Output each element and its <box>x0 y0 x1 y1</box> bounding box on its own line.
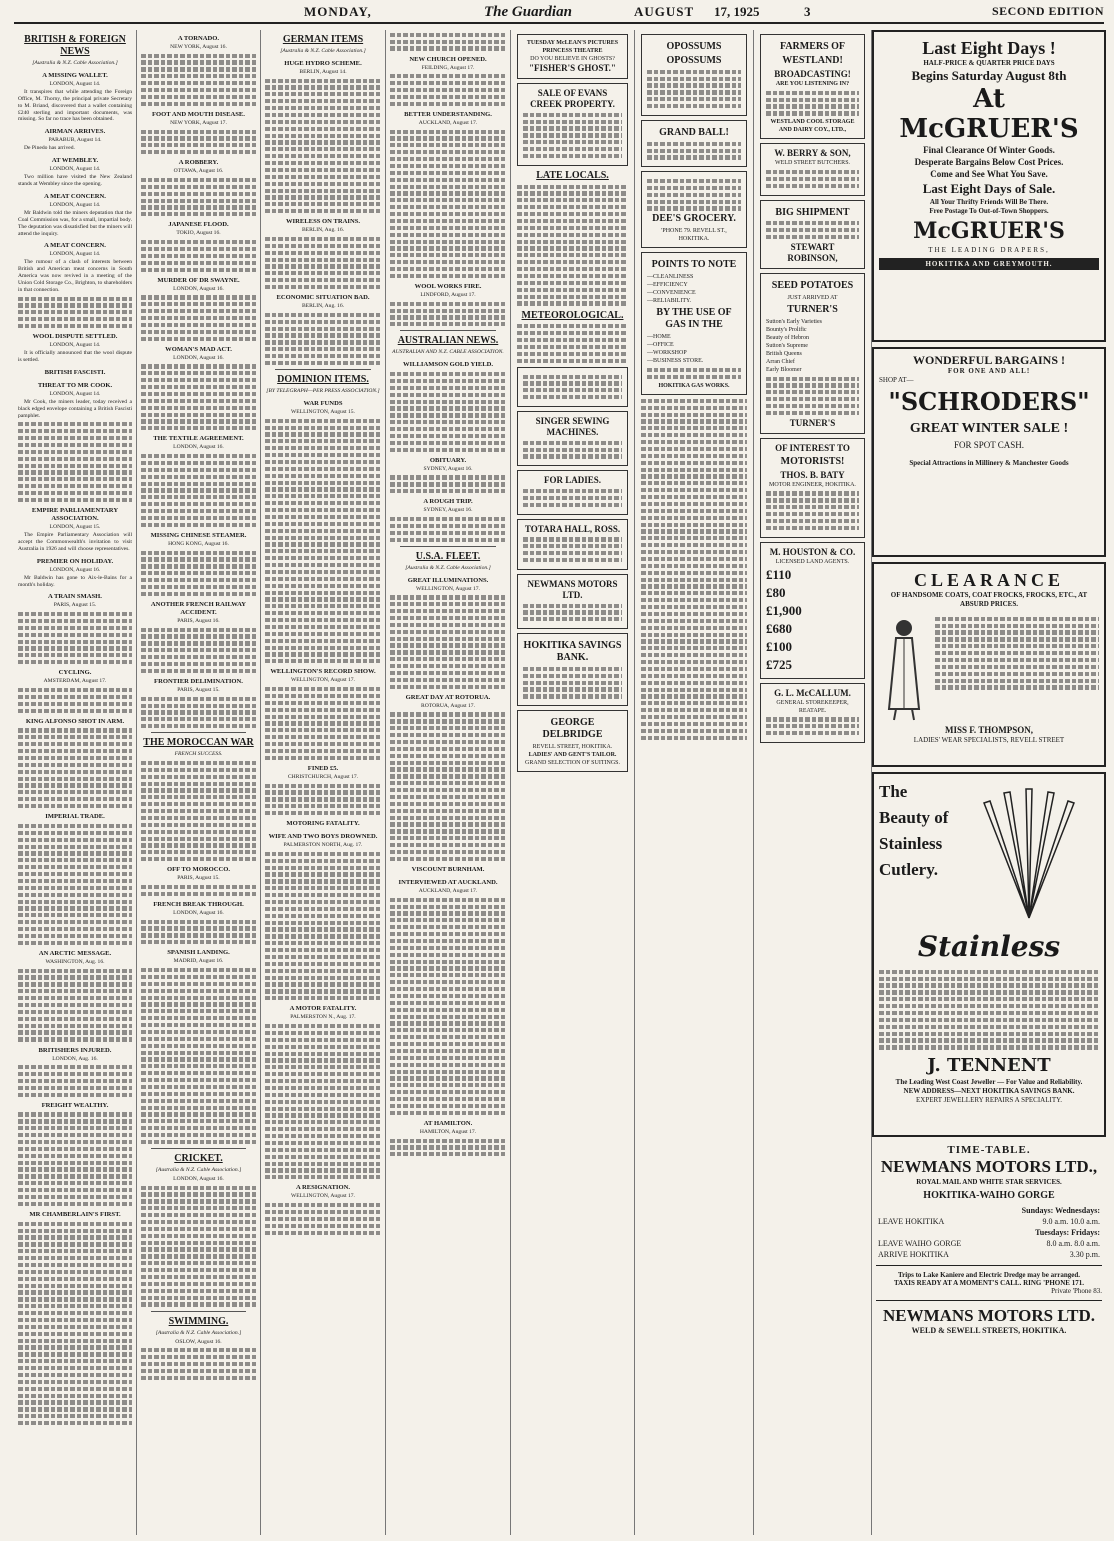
dateline: CHRISTCHURCH, August 17. <box>287 773 359 780</box>
dateline: LINDFORD, August 17. <box>420 292 476 299</box>
cable-credit: [Australia & N.Z. Cable Association.] <box>155 1329 242 1336</box>
headline-robbery: A ROBBERY. <box>178 159 219 167</box>
headline-drowned: WIFE AND TWO BOYS DROWNED. <box>268 833 378 841</box>
dateline: NEW YORK, August 17. <box>170 119 227 126</box>
tt-cell: 9.0 a.m. 10.0 a.m. <box>1042 1217 1100 1226</box>
column-2 <box>137 30 261 1535</box>
cable-credit: [Australia & N.Z. Cable Association.] <box>280 48 366 54</box>
dateline: PARABUB, August 14. <box>48 137 102 144</box>
headline-hamilton: AT HAMILTON. <box>423 1119 473 1127</box>
headline-wembley: AT WEMBLEY. <box>51 157 99 165</box>
ad-clearance-body <box>879 614 1099 724</box>
price-item: £725 <box>766 656 792 672</box>
dateline: LONDON, August 14. <box>49 201 101 208</box>
dateline: LONDON, August 14. <box>49 166 101 173</box>
ad-title: SINGER SEWING MACHINES. <box>535 416 610 437</box>
dateline: PARIS, August 16. <box>177 618 220 624</box>
dateline: WASHINGTON, Aug. 16. <box>45 958 105 965</box>
ad-company-2: TURNER'S <box>789 417 836 428</box>
dateline: WELLINGTON, August 17. <box>416 585 480 592</box>
variety-item: Arran Chief <box>766 358 795 365</box>
ad-special: Special Attractions in Millinery & Manchester Goods <box>909 459 1069 467</box>
headline-wallet: A MISSING WALLET. <box>42 71 108 79</box>
ad-store-name-2: McGRUER'S <box>913 218 1065 244</box>
headline-economic: ECONOMIC SITUATION BAD. <box>276 294 370 302</box>
ad-towns: HOKITIKA AND GREYMOUTH. <box>879 258 1099 270</box>
headline-fined: FINED £5. <box>307 764 339 772</box>
ad-stainless-cutlery <box>872 772 1106 1137</box>
ad-title: GEORGE DELBRIDGE <box>542 717 603 741</box>
headline-airman: AIRMAN ARRIVES. <box>44 128 106 136</box>
ad-title: SALE OF EVANS CREEK PROPERTY. <box>530 88 615 109</box>
ad-tagline: LADIES' AND GENT'S TAILOR. <box>528 752 617 759</box>
column-4 <box>386 30 511 1535</box>
ad-schroders <box>872 347 1106 557</box>
timetable <box>872 1142 1106 1337</box>
dateline: AUCKLAND, August 17. <box>418 888 478 895</box>
ad-headline: Last Eight Days ! <box>922 38 1056 58</box>
ad-totara-hall <box>517 519 628 570</box>
variety-item: Beauty of Hebron <box>766 334 809 341</box>
section-heading-meteorological: METEOROLOGICAL. <box>521 309 624 321</box>
dateline: FEILDING, August 17. <box>421 64 475 71</box>
column-6-ads <box>754 30 872 1535</box>
tt-cell: LEAVE HOKITIKA <box>878 1217 945 1226</box>
ad-address: NEW ADDRESS—NEXT HOKITIKA SAVINGS BANK. <box>903 1086 1075 1095</box>
headline-wireless: WIRELESS ON TRAINS. <box>285 218 361 226</box>
ad-singer <box>517 411 628 466</box>
article-text: Mr Cook, the miners leader, today received a black edged envelope containing a British Fascisti pamphlet. <box>18 398 132 419</box>
ad-motorists <box>760 438 865 538</box>
cable-credit: [Australia & N.Z. Cable Association.] <box>405 564 491 571</box>
knives-fan-illustration <box>964 783 1094 923</box>
section-heading-australian: AUSTRALIAN NEWS. <box>397 335 499 347</box>
ad-wonderful: WONDERFUL BARGAINS ! <box>912 353 1065 367</box>
headline-japanese-flood: JAPANESE FLOOD. <box>168 221 229 229</box>
dateline: AUCKLAND, August 17. <box>418 119 478 126</box>
article-text: The rumour of a clash of interests between British and American meat concerns in South America was now revived in a meeting of the Union Cold Storage Co., Brighton, to shareholders in that connection. <box>18 259 132 293</box>
timetable-row <box>876 1249 1102 1260</box>
ad-gas <box>641 252 747 394</box>
variety-item: Sutton's Early Varieties <box>766 318 822 325</box>
headline-rough-trip: A ROUGH TRIP. <box>423 498 473 506</box>
price-item: £100 <box>766 638 792 654</box>
press-credit: [BY TELEGRAPH—PER PRESS ASSOCIATION.] <box>266 388 380 395</box>
ad-headline-2: Last Eight Days of Sale. <box>922 181 1056 196</box>
article-text: De Pinedo has arrived. <box>24 145 75 152</box>
article-text: It is officially announced that the wool dispute is settled. <box>18 350 132 364</box>
ad-houston <box>760 542 865 679</box>
ad-suitings: GRAND SELECTION OF SUITINGS. <box>524 760 620 767</box>
ad-clearance <box>872 562 1106 767</box>
headline-freight: FREIGHT WEALTHY. <box>41 1101 109 1109</box>
headline-cook: THREAT TO MR COOK. <box>37 381 113 389</box>
ad-gas-heading: BY THE USE OF GAS IN THE <box>656 307 732 331</box>
ad-ladies-wanted <box>517 367 628 407</box>
ad-oneall: FOR ONE AND ALL! <box>947 367 1031 375</box>
dateline: LONDON, August 16. <box>49 566 101 573</box>
ad-newmans-motors <box>517 574 628 629</box>
headline-gold-yield: WILLIAMSON GOLD YIELD. <box>402 361 494 369</box>
headline-french-break: FRENCH BREAK THROUGH. <box>153 901 244 908</box>
dateline: LONDON, August 15. <box>49 524 101 531</box>
dateline: BERLIN, Aug. 16. <box>301 303 345 310</box>
dateline: OTTAWA, August 16. <box>173 168 224 175</box>
gas-item: —OFFICE <box>647 342 674 349</box>
footer-company: NEWMANS MOTORS LTD. <box>882 1306 1096 1325</box>
ad-final: Final Clearance Of Winter Goods. <box>923 145 1055 155</box>
ad-title: CLEARANCE <box>913 570 1064 590</box>
ad-seed-potatoes <box>760 273 865 434</box>
dateline: BERLIN, August 14. <box>299 68 347 75</box>
masthead-day: MONDAY, <box>304 4 372 19</box>
variety-item: Early Bloomer <box>766 366 802 373</box>
ad-subtitle: JUST ARRIVED AT <box>787 294 838 301</box>
gas-item: —BUSINESS STORE. <box>647 358 704 365</box>
ad-title-2: MOTORISTS! <box>780 455 845 467</box>
section-heading-dominion: DOMINION ITEMS. <box>277 374 369 386</box>
article-text: The Empire Parliamentary Association will accept the Commonwealth's invitation to visit Australia in 1926 and will choose representatives. <box>18 531 132 552</box>
ad-company: TURNER'S <box>787 303 838 315</box>
section-heading-german: GERMAN ITEMS <box>282 34 364 45</box>
ad-company: HOKITIKA GAS WORKS. <box>658 382 730 389</box>
dateline: WELLINGTON, August 17. <box>291 1193 355 1200</box>
tt-cell: ARRIVE HOKITIKA <box>878 1250 949 1259</box>
ad-mcleans-pictures <box>517 34 628 79</box>
section-heading-swimming: SWIMMING. <box>168 1315 229 1327</box>
section-heading-moroccan: THE MOROCCAN WAR <box>143 737 254 749</box>
ad-big-shipment <box>760 200 865 269</box>
tt-cell <box>876 1227 992 1238</box>
ad-company: STEWART ROBINSON, <box>787 241 838 263</box>
ad-opossums <box>641 34 747 116</box>
ad-title: M. HOUSTON & CO. <box>769 546 856 557</box>
dateline: WELLINGTON, August 15. <box>291 409 355 416</box>
ad-title: OPOSSUMS <box>666 41 722 52</box>
ad-mcgruers-sale <box>872 30 1106 342</box>
ad-desperate: Desperate Bargains Below Cost Prices. <box>914 157 1064 167</box>
masthead-month: AUGUST <box>634 4 695 19</box>
tt-cell: Sundays: Wednesdays: <box>1021 1206 1100 1215</box>
article-text: Two million have visited the New Zealand stands at Wembley since the opening. <box>18 174 132 187</box>
dateline: LONDON, August 16. <box>173 910 224 916</box>
ad-winter: GREAT WINTER SALE ! <box>909 421 1069 436</box>
ad-title: FOR LADIES. <box>543 475 601 486</box>
dateline: LONDON, August 14. <box>49 342 101 349</box>
timetable-row <box>876 1216 1102 1227</box>
headline-railway-accident: ANOTHER FRENCH RAILWAY ACCIDENT. <box>150 601 247 616</box>
headline-train: A TRAIN SMASH. <box>48 593 102 601</box>
variety-item: Sutton's Supreme <box>766 342 808 349</box>
ad-postage: Free Postage To Out-of-Town Shoppers. <box>929 207 1049 215</box>
ad-halfprice: HALF-PRICE & QUARTER PRICE DAYS <box>923 59 1055 67</box>
ad-title-2: WESTLAND! <box>782 55 843 66</box>
ad-store-name: At McGRUER'S <box>899 84 1079 144</box>
timetable-private-phone: Private 'Phone 83. <box>1051 1287 1102 1295</box>
column-5b-ads <box>635 30 754 1535</box>
timetable-taxis: TAXIS READY AT A MOMENT'S CALL. RING 'PHONE 171. <box>894 1279 1084 1287</box>
variety-item: Bounty's Prolific <box>766 326 807 333</box>
headline-spanish-landing: SPANISH LANDING. <box>167 949 230 957</box>
ad-listening: ARE YOU LISTENING IN? <box>775 81 850 87</box>
dateline: OSLOW, August 16. <box>175 1338 222 1345</box>
headline-better-understanding: BETTER UNDERSTANDING. <box>404 110 492 118</box>
tt-cell <box>876 1205 992 1216</box>
ad-thrifty: All Your Thrifty Friends Will Be There. <box>929 198 1049 206</box>
headline-textile: THE TEXTILE AGREEMENT. <box>153 435 244 443</box>
dateline: TOKIO, August 16. <box>176 230 221 237</box>
timetable-table <box>876 1205 1102 1260</box>
headline-meat-1: A MEAT CONCERN. <box>44 192 106 200</box>
timetable-services: ROYAL MAIL AND WHITE STAR SERVICES. <box>916 1178 1062 1186</box>
point-item: —RELIABILITY. <box>647 298 692 305</box>
point-item: —EFFICIENCY <box>647 282 688 289</box>
ad-title-2: OPOSSUMS <box>666 55 722 66</box>
section-heading-late-locals: LATE LOCALS. <box>536 169 609 181</box>
cutlery-top <box>879 779 1099 927</box>
headline-hydro: HUGE HYDRO SCHEME. <box>284 59 362 67</box>
ad-subtitle: GENERAL STOREKEEPER, REATAPE. <box>776 699 849 714</box>
lady-figure-illustration <box>879 614 929 724</box>
point-item: —CLEANLINESS <box>647 274 694 281</box>
ad-broadcasting: BROADCASTING! <box>774 69 851 79</box>
ad-title: SEED POTATOES <box>771 279 854 291</box>
headline-missing-steamer: MISSING CHINESE STEAMER. <box>150 531 247 539</box>
tt-cell: Tuesdays: Fridays: <box>1035 1228 1100 1237</box>
dateline: BERLIN, Aug. 16. <box>301 227 345 234</box>
ad-title: TOTARA HALL, ROSS. <box>524 523 621 534</box>
ad-company: THOS. B. BATY <box>780 469 845 480</box>
ad-company: WESTLAND COOL STORAGE AND DAIRY COY., LTD., <box>770 119 855 134</box>
ad-title: GRAND BALL! <box>659 126 729 138</box>
ad-address: LADIES' WEAR SPECIALISTS, REVELL STREET <box>913 736 1065 744</box>
timetable-route: HOKITIKA-WAIHO GORGE <box>923 1190 1055 1201</box>
section-heading-cricket: CRICKET. <box>174 1153 223 1165</box>
headline-war-funds: WAR FUNDS <box>303 400 343 408</box>
ad-begins: Begins Saturday August 8th <box>911 68 1067 83</box>
headline-chamberlain: MR CHAMBERLAIN'S FIRST. <box>29 1211 121 1219</box>
section-heading-british-foreign: BRITISH & FOREIGN NEWS <box>24 34 126 57</box>
timetable-row <box>876 1227 1102 1238</box>
dateline: AMSTERDAM, August 17. <box>43 678 107 685</box>
headline-viscount: VISCOUNT BURNHAM. <box>411 866 485 874</box>
subheading: FRENCH SUCCESS. <box>174 751 223 758</box>
headline-motor-fatality: A MOTOR FATALITY. <box>289 1005 357 1013</box>
ad-drapers: THE LEADING DRAPERS, <box>928 246 1050 254</box>
headline-rotorua: GREAT DAY AT ROTORUA. <box>405 693 491 701</box>
headline-record-show: WELLINGTON'S RECORD SHOW. <box>270 668 376 676</box>
ad-come: Come and See What You Save. <box>930 169 1048 179</box>
price-item: £680 <box>766 620 792 636</box>
ad-company: MISS F. THOMPSON, <box>944 725 1034 735</box>
dateline: PALMERSTON N., Aug. 17. <box>290 1014 356 1021</box>
dateline: SYDNEY, August 16. <box>423 507 473 514</box>
headline-illuminations: GREAT ILLUMINATIONS. <box>407 576 489 584</box>
article-text: It transpires that while attending the Foreign Office, M. Thorny, the principal private Secretary to M. Briand, discovered that a wallet containing £240 sterling and important documents, was missing. So far no trace has been obtained. <box>18 88 132 123</box>
timetable-trips: Trips to Lake Kaniere and Electric Dredge may be arranged. <box>898 1271 1080 1279</box>
headline-wool: WOOL DISPUTE SETTLED. <box>32 333 118 341</box>
headline-off-to-morocco: OFF TO MOROCCO. <box>166 866 231 874</box>
ad-title: BIG SHIPMENT <box>775 206 850 218</box>
ad-title: W. BERRY & SON, <box>774 148 851 159</box>
dateline: ROTORUA, August 17. <box>421 702 475 709</box>
cable-credit: AUSTRALIAN AND N.Z. CABLE ASSOCIATION. <box>392 349 504 356</box>
ad-title: HOKITIKA SAVINGS BANK. <box>523 640 622 664</box>
dateline: LONDON, August 16. <box>173 354 224 361</box>
footer-address: WELD & SEWELL STREETS, HOKITIKA. <box>911 1326 1067 1335</box>
cable-credit: [Australia & N.Z. Cable Association.] <box>155 1167 242 1174</box>
headline-empire: EMPIRE PARLIAMENTARY ASSOCIATION. <box>31 507 119 523</box>
ad-title: NEWMANS MOTORS LTD. <box>527 578 618 600</box>
tt-cell: 3.30 p.m. <box>1069 1250 1100 1259</box>
ad-store-name: "SCHRODERS" <box>888 387 1090 416</box>
dateline: PARIS, August 15. <box>177 875 220 882</box>
ad-film-title: "FISHER'S GHOST." <box>529 63 616 73</box>
dateline: PARIS, August 15. <box>177 687 220 694</box>
dateline: HONG KONG, August 16. <box>168 540 229 547</box>
dateline: MADRID, August 16. <box>173 958 224 965</box>
ad-dees-grocery <box>641 171 747 248</box>
dateline: HAMILTON, August 17. <box>419 1128 477 1135</box>
headline-murder: MURDER OF DR SWAYNE. <box>157 276 240 284</box>
headline-imperial-trade: IMPERIAL TRADE. <box>45 813 105 821</box>
dateline: LONDON, August 16. <box>173 285 224 292</box>
tt-cell: LEAVE WAIHO GORGE <box>878 1239 962 1248</box>
headline-resignation: A RESIGNATION. <box>295 1184 351 1192</box>
ad-varieties <box>766 318 859 374</box>
headline-interviewed: INTERVIEWED AT AUCKLAND. <box>398 879 498 887</box>
ad-address: REVELL STREET, HOKITIKA. <box>532 744 613 751</box>
headline-church: NEW CHURCH OPENED. <box>409 55 487 63</box>
tt-cell: 8.0 a.m. 8.0 a.m. <box>1046 1239 1100 1248</box>
headline-arctic: AN ARCTIC MESSAGE. <box>38 949 112 957</box>
ad-farmers-westland <box>760 34 865 139</box>
gas-item: —WORKSHOP <box>647 350 687 357</box>
dateline: WELLINGTON, August 17. <box>291 677 355 684</box>
ad-phone: 'PHONE 79. REVELL ST., HOKITIKA. <box>661 228 727 243</box>
dateline: PALMERSTON NORTH, Aug. 17. <box>283 842 363 849</box>
masthead-date: 17, 1925 <box>714 4 760 19</box>
dateline: LONDON, August 14. <box>49 80 101 87</box>
ad-subtitle: LICENSED LAND AGENTS. <box>775 558 850 565</box>
price-item: £1,900 <box>766 602 802 618</box>
timetable-title: TIME-TABLE. <box>947 1144 1031 1156</box>
ad-gas-list <box>647 333 741 365</box>
dateline: LONDON, August 14. <box>49 251 101 258</box>
dateline: SYDNEY, August 16. <box>423 465 473 472</box>
masthead-edition: SECOND EDITION <box>991 4 1104 18</box>
dateline: LONDON, August 16. <box>173 1175 224 1182</box>
right-ads-column <box>872 30 1106 1535</box>
ad-tagline: The Leading West Coast Jeweller — For Value and Reliability. <box>895 1077 1083 1086</box>
dateline: LONDON, August 16. <box>173 444 224 451</box>
ad-savings-bank <box>517 633 628 706</box>
ad-subtitle: WELD STREET BUTCHERS. <box>774 160 851 167</box>
ad-title: OF INTEREST TO <box>775 442 850 453</box>
ad-subtitle: OF HANDSOME COATS, COAT FROCKS, FROCKS, ETC., AT ABSURD PRICES. <box>890 591 1088 608</box>
headline-fascisti: BRITISH FASCISTI. <box>44 368 106 376</box>
column-3 <box>261 30 386 1535</box>
timetable-row <box>876 1205 1102 1216</box>
timetable-company: NEWMANS MOTORS LTD., <box>880 1157 1098 1176</box>
ad-title: TUESDAY McLEAN'S PICTURES PRINCESS THEATRE <box>526 40 619 54</box>
ad-mccallum <box>760 683 865 743</box>
ad-company: J. TENNENT <box>927 1054 1051 1076</box>
ad-points-list <box>647 273 741 305</box>
column-1 <box>14 30 137 1535</box>
ad-spotcash: FOR SPOT CASH. <box>953 440 1025 450</box>
column-5-classifieds <box>511 30 635 1535</box>
headline-foot-mouth: FOOT AND MOUTH DISEASE. <box>152 110 245 118</box>
dateline: LONDON, Aug. 16. <box>52 1055 98 1062</box>
ad-question: DO YOU BELIEVE IN GHOSTS? <box>530 56 615 62</box>
ad-title: G. L. McCALLUM. <box>774 687 851 698</box>
gas-item: —HOME <box>647 334 671 341</box>
timetable-row <box>876 1238 1102 1249</box>
masthead-paper-name: The Guardian <box>484 4 572 20</box>
headline-injured: BRITISHERS INJURED. <box>38 1046 112 1054</box>
ad-delbridge <box>517 710 628 772</box>
ad-prices <box>766 566 859 674</box>
article-text: Mr Baldwin told the miners deputation that the Coal Commission was, for a small, impartial body. The deputation was dissatisfied but the miners will attend the inquiry. <box>18 209 132 237</box>
price-item: £80 <box>766 584 786 600</box>
ad-berry-son <box>760 143 865 195</box>
point-item: —CONVENIENCE <box>647 290 696 297</box>
section-heading-usa-fleet: U.S.A. FLEET. <box>415 550 481 562</box>
headline-frontier: FRONTIER DELIMINATION. <box>154 678 243 686</box>
dateline: PARIS, August 15. <box>53 602 97 609</box>
ad-evans-creek-sale <box>517 83 628 166</box>
article-text: Mr Baldwin has gone to Aix-le-Bains for a month's holiday. <box>18 574 132 588</box>
ad-title: DEE'S GROCERY. <box>652 213 736 225</box>
ad-title: POINTS TO NOTE <box>651 259 737 271</box>
headline-wool-fire: WOOL WORKS FIRE. <box>414 283 482 291</box>
dateline: LONDON, August 14. <box>49 390 101 397</box>
headline-womans-act: WOMAN'S MAD ACT. <box>165 345 232 353</box>
ad-subtitle: MOTOR ENGINEER, HOKITIKA. <box>769 481 856 488</box>
ad-for-ladies <box>517 470 628 514</box>
ad-repairs: EXPERT JEWELLERY REPAIRS A SPECIALITY. <box>915 1095 1062 1104</box>
headline-obituary: OBITUARY. <box>429 456 467 464</box>
headline-cycling: CYCLING. <box>58 669 92 677</box>
headline-premier: PREMIER ON HOLIDAY. <box>36 557 114 565</box>
headline-king-alfonso: KING ALFONSO SHOT IN ARM. <box>25 717 125 725</box>
masthead-page-number: 3 <box>804 4 811 19</box>
variety-item: British Queens <box>766 350 802 357</box>
ad-beauty: The Beauty of Stainless Cutlery. <box>879 782 949 879</box>
ad-grand-ball <box>641 120 747 167</box>
ad-shopat: SHOP AT— <box>879 376 914 384</box>
masthead <box>14 2 1104 24</box>
ad-stainless-logo: Stainless <box>917 930 1061 963</box>
cable-credit: [Australia & N.Z. Cable Association.] <box>32 60 118 66</box>
headline-motoring: MOTORING FATALITY. <box>286 820 360 828</box>
dateline: NEW YORK, August 16. <box>170 44 227 50</box>
headline-tornado: A TORNADO. <box>177 35 220 42</box>
ad-title: FARMERS OF <box>779 41 846 52</box>
headline-meat-2: A MEAT CONCERN. <box>44 242 106 250</box>
price-item: £110 <box>766 566 792 582</box>
